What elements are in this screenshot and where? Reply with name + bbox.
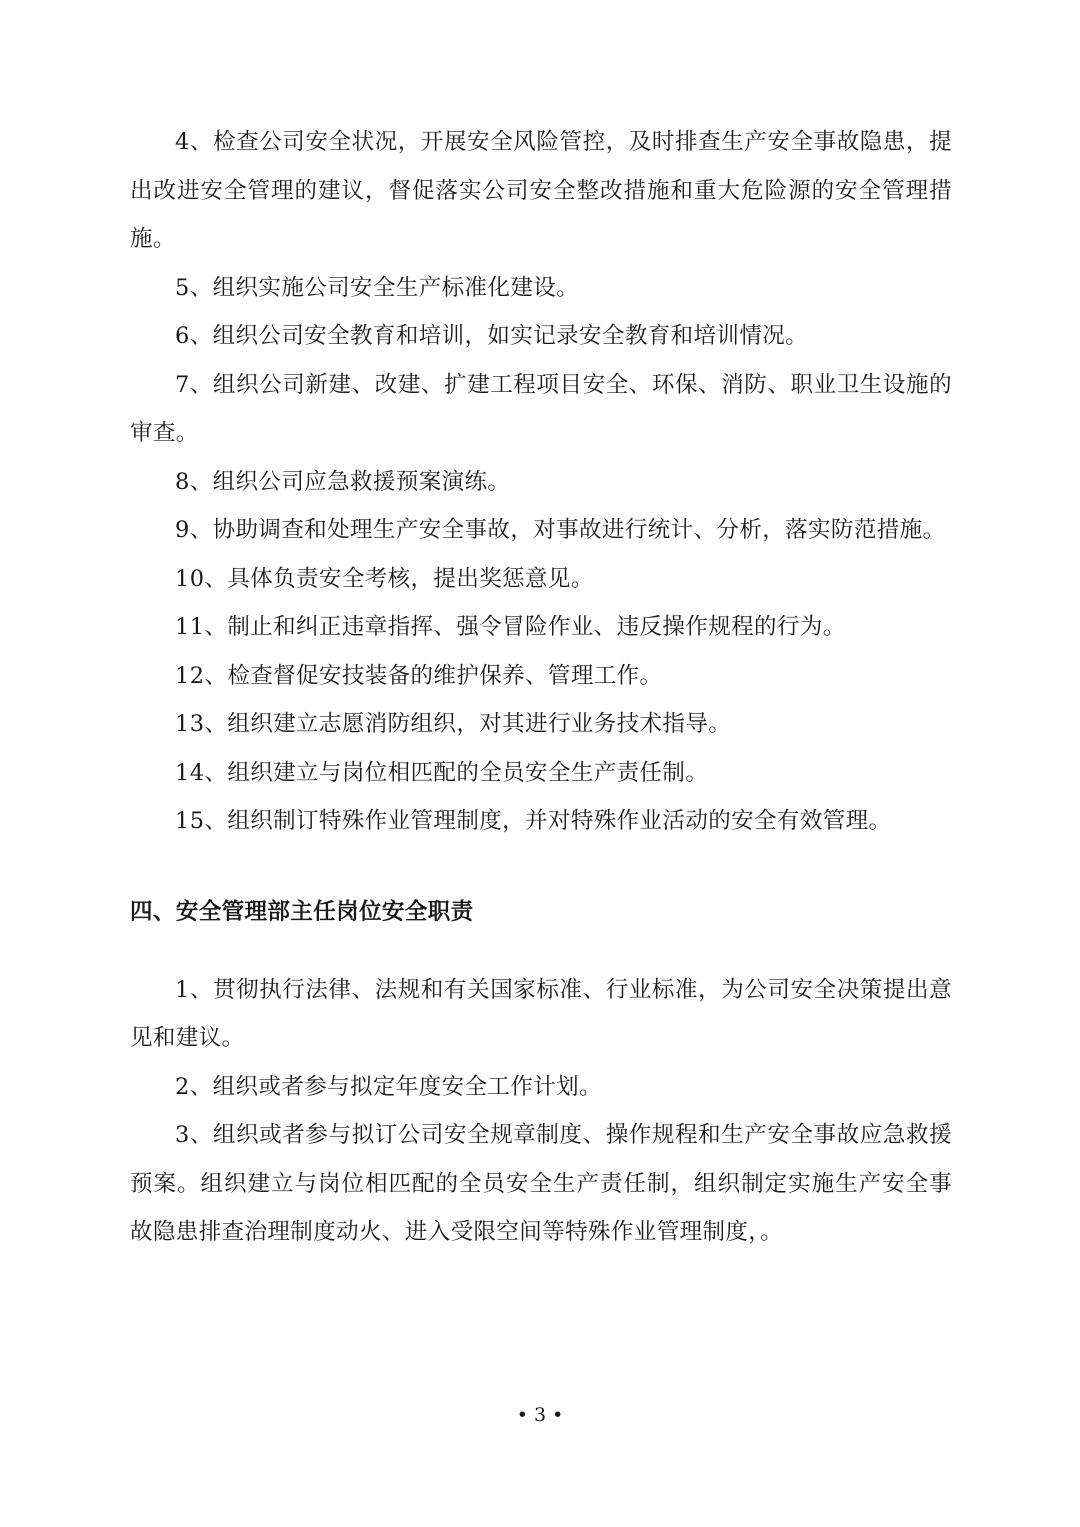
list-item: 9、协助调查和处理生产安全事故，对事故进行统计、分析，落实防范措施。: [175, 517, 946, 543]
list-item: 13、组织建立志愿消防组织，对其进行业务技术指导。: [175, 711, 732, 737]
list-item: 2、组织或者参与拟定年度安全工作计划。: [175, 1073, 602, 1100]
section-four-heading: 四、安全管理部主任岗位安全职责: [130, 898, 474, 925]
list-item: 15、组织制订特殊作业管理制度，并对特殊作业活动的安全有效管理。: [175, 808, 892, 834]
list-item: 5、组织实施公司安全生产标准化建设。: [175, 274, 580, 301]
list-item: 7、组织公司新建、改建、扩建工程项目安全、环保、消防、职业卫生设施的审查。: [130, 371, 952, 446]
page-number: • 3 •: [516, 1404, 564, 1426]
list-item: 3、组织或者参与拟订公司安全规章制度、操作规程和生产安全事故应急救援预案。组织建立与岗位相匹配的全员安全生产责任制，组织制定实施生产安全事故隐患排查治理制度动火、进入受限空间等特殊作业管理制度，。: [130, 1122, 952, 1245]
list-item: 10、具体负责安全考核，提出奖惩意见。: [175, 565, 594, 592]
list-item: 14、组织建立与岗位相匹配的全员安全生产责任制。: [175, 759, 709, 786]
section-four-list: [130, 966, 952, 1257]
section-three-list: [130, 118, 952, 846]
list-item: 8、组织公司应急救援预案演练。: [175, 468, 511, 495]
list-item: 12、检查督促安技装备的维护保养、管理工作。: [175, 662, 663, 689]
list-item: 6、组织公司安全教育和培训，如实记录安全教育和培训情况。: [175, 323, 809, 349]
list-item: 1、贯彻执行法律、法规和有关国家标准、行业标准，为公司安全决策提出意见和建议。: [130, 976, 952, 1051]
document-page: [130, 118, 952, 1257]
list-item: 11、制止和纠正违章指挥、强令冒险作业、违反操作规程的行为。: [175, 614, 846, 640]
list-item: 4、检查公司安全状况，开展安全风险管控，及时排查生产安全事故隐患，提出改进安全管理的建议，督促落实公司安全整改措施和重大危险源的安全管理措施。: [130, 129, 952, 252]
